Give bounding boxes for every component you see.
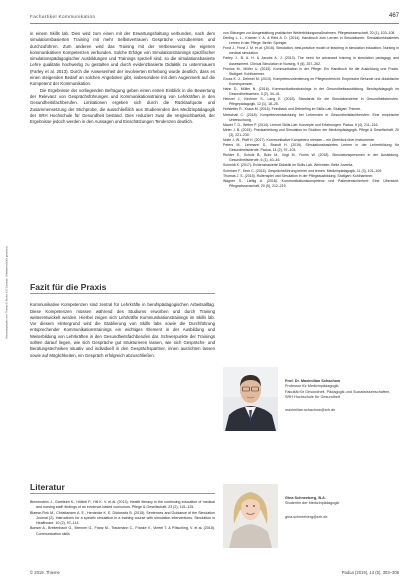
- reference-item: Hahn D., Müller N. (2016). Kommunikationstrainings in der Gesundheitsausbildung. Berufspädagogik im Gesundheitswesen, 3 (2), 34–41.: [223, 87, 399, 97]
- reference-item: Meier J. B. (2015). Praxisanleitung und Simulation im Studium der Medizinpädagogik. Pflege & Gesellschaft, 20 (3), 221–230.: [223, 127, 399, 137]
- reference-item: Thomas J. S. (2015). Rollenspiel und Simulation in der Pflegeausbildung. Stuttgart: Kohlhammer.: [223, 173, 374, 178]
- author-affiliation: SRH Hochschule für Gesundheit: [285, 394, 340, 399]
- reference-item: Farley J., B. A. H. & Jacobs A. J. (2013). The need for advanced training in simulation pedagogy and Assessment. Clinical Simulation in Nursing, 9 (6), 257–262.: [223, 56, 399, 66]
- paragraph: in einem Skills lab. Dies wird zum einen mit der Erwartungshaltung verbunden, nach dem simulationsbasierten Training mit mehr Selbstvertrauen Gespräche vorzubereiten und durchzuführen. Zum anderen wird das Training mit der Verbesserung der eigenen kommunikativen Kompetenzen verbunden. Solche Erfolge von Simulationstrainings spezifischer simulationspädagogischer Ausbildungen und Trainings speziell sind, so die simulationsbasierte Lehre qualitativ hochwertig zu gestalten und durch evidenzbasierte Didaktik zu unterrmauern (Farley et al. 2013). Durch die Anwesenheit der involvierten Erhebung wurde deutlich, dass es einen steigenden Bedarf an solchen Angeboten gibt, insbesondere mit dem Augenmerk auf die Kompetenz der Kommunikation.: [30, 31, 215, 87]
- reference-item: Frost J., Frost J. M. et al. (2016). Simulation: best-practice model of teaching in simulation education. Nursing in medical simulation.: [223, 46, 399, 56]
- reference-item: Wagner S., Liebig A. (2018). Kommunikationskompetenz und Patientensicherheit: Eine Übersicht. Pflegewissenschaft, 20 (5), 212–219.: [223, 178, 399, 188]
- page-header: [30, 13, 399, 24]
- section-title: Literatur: [30, 482, 215, 494]
- reference-item: Marschall C. (2018). Kompetenzentwicklung bei Lehrenden in Gesundheitsfachberufen: Eine empirische Untersuchung.: [223, 112, 399, 122]
- reference-item: Heinzel J., Kirchner S., Lang E. (2018). Standards für die Simulationslehre in Gesundheitsberufen. Pflegepädagogik, 12 (1), 18–25.: [223, 97, 399, 107]
- reference-item: von Sitzungen zur Ausgestaltung praktischer Weiterbildungsmaßnahmen. Pflegewissenschaft, 20 (1), 103–108.: [223, 31, 396, 35]
- fazit-body: [30, 298, 215, 363]
- journal-citation: Padua (2019), 14 (5), 303–308: [341, 570, 399, 575]
- author-affiliation: Professor für Medizinpädagogik,: [285, 384, 340, 389]
- paragraph: Die Ergebnisse der vorliegenden Befragung geben einen ersten Einblick in die Bewertung der Relevanz von Gesprächsführungen und Kommunikationstraining von Lehrkräften in den Gesundheitsfachberufen. Limitationen ergeben sich durch die Rücklaufquote und Zusammensetzung der Stichprobe, die ausschließlich aus Studierenden des Medizinpädagogik der SRH Hochschule für Gesundheit bestand. Dies reduziert zwar die Vergleichbarkeit, der Ergebnisse jedoch werden in den Aussagen und Einschätzungen Tendenzen deutlich.: [30, 87, 215, 125]
- reference-item: Hofstetter R., Kraus M. (2016). Feedback und Debriefing im Skills Lab. Stuttgart: Thieme.: [223, 107, 362, 112]
- reference-item: Blaese-Fink M., Christiansen A. E., Herdecke K. E. Dürkewitz B. (2015). Sentences and Guidance of the Simulation Journal (2). Instructions for a specific simulation in a training course with simulation interventions. Simulation in Healthcare. 10 (2), 97–114.: [30, 510, 215, 525]
- author-affiliation: Fakultät für Gesundheit, Pädagogik und Sozialwissenschaften,: [285, 389, 391, 394]
- reference-item: Nolte J. W., Pfaff H. (2017). Kommunikative Kompetenz messen – ein Überblick über Instrumente.: [223, 137, 375, 142]
- copyright: © 2019. Thieme: [30, 570, 60, 575]
- author-name: Prof. Dr. Maximilian Schachow: [285, 379, 341, 383]
- reference-item: Richter E., Schulz B., Buhr M., Vogt M., Fuchs W. (2018). Simulationspersonen in der Ausbildung. Gesundheitsberufe, 6 (1), 40–46.: [223, 153, 399, 163]
- page-number: 467: [388, 13, 399, 19]
- journal-section: Fachartikel Kommunikation: [30, 14, 96, 19]
- reference-item: Gross K. J., Dehmel M. (2013). Kompetenzorientierung im Pflegeunterricht. Empirische Befunde und didaktische Konsequenzen.: [223, 76, 399, 86]
- section-title: Fazit für die Praxis: [30, 282, 215, 294]
- left-column-body: [30, 31, 215, 125]
- fazit-section: [30, 282, 215, 294]
- reference-list: [30, 500, 215, 537]
- reference-item: Fronius M., Müller U. (2015). Kommunikation in der Pflege: Ein Handbuch für die Ausbildung und Praxis. Stuttgart: Kohlhammer.: [223, 66, 399, 76]
- right-reference-list: [223, 31, 399, 189]
- reference-item: Schröder F., Kern C. (2016). Gesprächsführung lehren und lernen. Medizinpädagogik, 11 (3), 101–109.: [223, 168, 383, 173]
- author-name: Gina Schneeberg, B.A.: [285, 496, 326, 500]
- author-info: [285, 496, 399, 520]
- author-email[interactable]: gina.schneeberg@srh.de: [285, 514, 328, 519]
- reference-item: Schmidt K. (2017). Evidenzbasierte Didaktik im Skills Lab. Weinheim: Beltz Juventa.: [223, 163, 354, 168]
- vertical-download-note: [0, 0, 14, 585]
- literatur-section: [30, 482, 215, 494]
- author-photo: [223, 484, 278, 548]
- reference-item: Peters M., Lehmann S., Brandt H. (2019). Simulationsbasiertes Lernen in der Lehrerbildung für Gesundheitsberufe. Padua, 14 (2), 97–103.: [223, 143, 399, 153]
- author-photo: [223, 367, 278, 431]
- paragraph: Kommunikative Kompetenzen sind zentral für Lehrkräfte in berufspädagogischen Arbeitsalltag. Diese Kompetenzen müssen während des Studiums erworben und durch Training weiterentwickelt werden. Hierbei zeigen sich Lehrkräfte Kommunikationstrainings im Skills lab. Vor diesem Hintergrund wird die Etablierung von Skills labs sowie die Durchführung entsprechender Kommunikationstrainings ein wichtiges Element in der Ausbildung und Weiterbildung von Lehrkräften in den Gesundheitsfachberufen dar. Schwerpunkte der Trainings sollten darauf liegen, wie sich Gespräche gut strukturieren lassen, wie sich Gesprächs- und Beratungstechniken situativ und individuell in den Gesprächspartner, innen ausrichten lassen sowie auf Möglichkeiten, ein Gespräch erfolgreich abzuschließen.: [30, 302, 215, 358]
- page-footer: [30, 570, 399, 576]
- reference-item: Bonser A., Breitenbach G., Brenner G., Franz M., Trautmann C., Franke V., Viertel T. & Pötsching, V. et al. (2018). Communication skills: [30, 526, 215, 536]
- reference-item: Mauer T. D., Weber P. (2014). Lernort Skills Lab: Konzepte und Erfahrungen. Padua, 9 (4), 211–216.: [223, 122, 379, 127]
- author-info: [285, 379, 399, 413]
- author-affiliation: Studentin der Medizinpädagogik: [285, 501, 340, 506]
- sidebar-text: Heruntergeladen von: Thieme E-Books & E-Journals. Urheberrechtlich geschützt.: [5, 245, 9, 339]
- reference-item: Bienenstein J., Garritsen K., Hütteb P., Hill K. V. et al. (2013). Health literacy in the continuing education of medical and nursing staff: findings of an evidence-based curriculum. Pflege & Gesellschaft, 23 (2), 115–125.: [30, 500, 215, 510]
- reference-item: Derling L. L., Kramer Y. A. & Reid A. D. (2014). Handbuch zum Lernen in Simulationen: Simulationsbasiertes Lernen in der Pflege. Berlin: Springer.: [223, 36, 399, 46]
- author-email[interactable]: maximilian.schachow@srh.de: [285, 408, 336, 413]
